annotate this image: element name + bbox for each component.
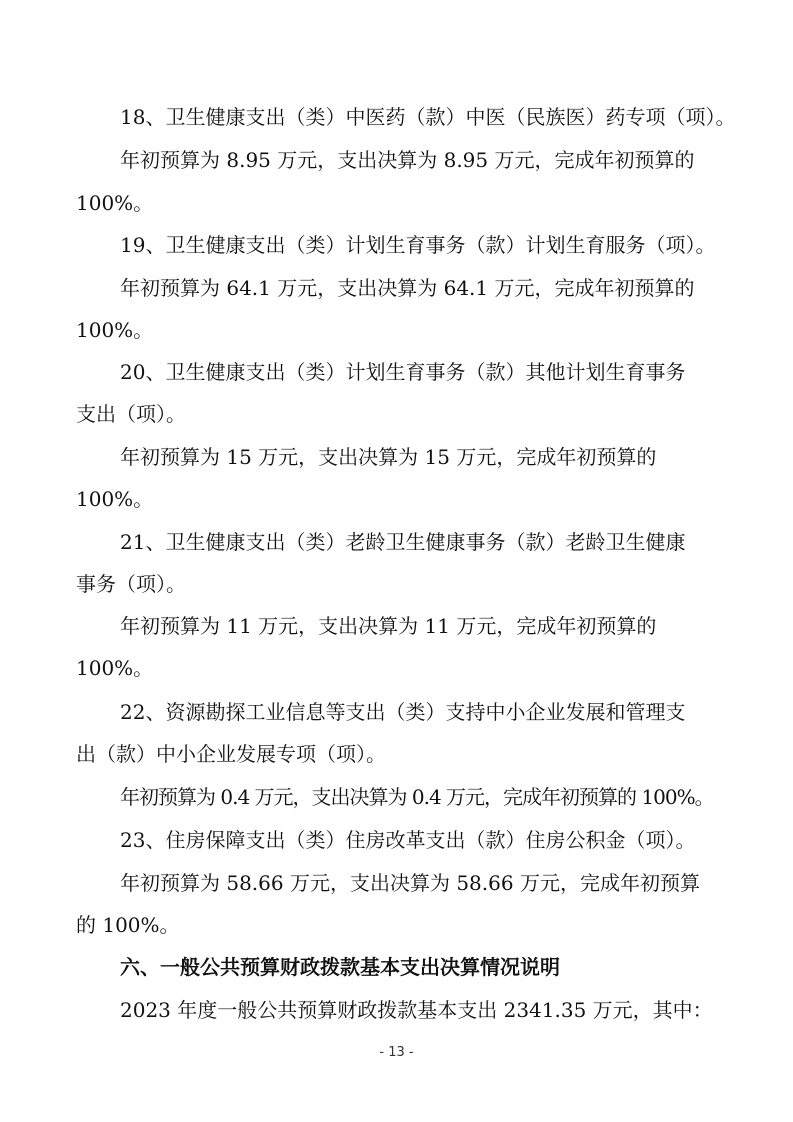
item-22-title-cont: 出（款）中小企业发展专项（项）。 — [76, 742, 386, 766]
item-20-title-cont: 支出（项）。 — [76, 402, 186, 426]
item-20-title: 20、卫生健康支出（类）计划生育事务（款）其他计划生育事务 — [120, 360, 686, 384]
item-20-percent: 100%。 — [76, 487, 154, 511]
item-23-title: 23、住房保障支出（类）住房改革支出（款）住房公积金（项）。 — [120, 828, 696, 852]
section-intro: 2023 年度一般公共预算财政拨款基本支出 2341.35 万元，其中： — [120, 998, 713, 1022]
page-number: - 13 - — [379, 1045, 414, 1060]
item-21-budget: 年初预算为 11 万元，支出决算为 11 万元，完成年初预算的 — [120, 614, 657, 638]
item-23-percent: 的 100%。 — [76, 913, 180, 937]
item-21-percent: 100%。 — [76, 656, 154, 680]
item-19-title: 19、卫生健康支出（类）计划生育事务（款）计划生育服务（项）。 — [120, 233, 716, 257]
item-23-budget: 年初预算为 58.66 万元，支出决算为 58.66 万元，完成年初预算 — [120, 871, 700, 895]
item-18-title: 18、卫生健康支出（类）中医药（款）中医（民族医）药专项（项）。 — [120, 105, 736, 129]
item-22-budget: 年初预算为 0.4 万元，支出决算为 0.4 万元，完成年初预算的 100%。 — [120, 785, 714, 809]
item-18-budget: 年初预算为 8.95 万元，支出决算为 8.95 万元，完成年初预算的 — [120, 148, 695, 172]
item-20-budget: 年初预算为 15 万元，支出决算为 15 万元，完成年初预算的 — [120, 445, 657, 469]
item-22-title: 22、资源勘探工业信息等支出（类）支持中小企业发展和管理支 — [120, 700, 686, 724]
item-21-title: 21、卫生健康支出（类）老龄卫生健康事务（款）老龄卫生健康 — [120, 530, 686, 554]
section-heading: 六、一般公共预算财政拨款基本支出决算情况说明 — [120, 955, 560, 979]
item-18-percent: 100%。 — [76, 191, 154, 215]
item-21-title-cont: 事务（项）。 — [76, 572, 186, 596]
item-19-percent: 100%。 — [76, 318, 154, 342]
item-19-budget: 年初预算为 64.1 万元，支出决算为 64.1 万元，完成年初预算的 — [120, 276, 695, 300]
